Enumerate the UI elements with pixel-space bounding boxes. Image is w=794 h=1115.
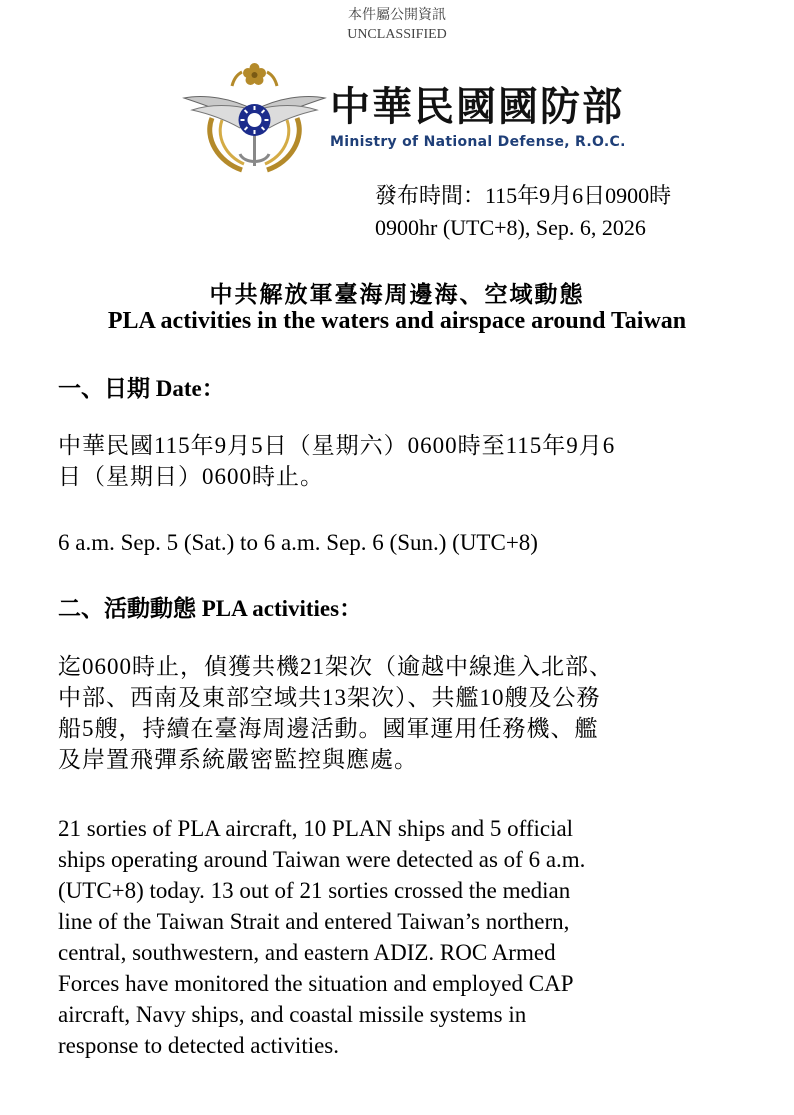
classification-en: UNCLASSIFIED bbox=[347, 27, 447, 42]
ministry-emblem-icon bbox=[182, 58, 327, 176]
date-paragraph-en: 6 a.m. Sep. 5 (Sat.) to 6 a.m. Sep. 6 (Sun.) (UTC+8) bbox=[58, 530, 538, 555]
paragraph-line: line of the Taiwan Strait and entered Taiwan’s northern, bbox=[58, 909, 570, 934]
classification-marking bbox=[0, 6, 794, 44]
paragraph-line: 中華民國115年9月5日（星期六）0600時至115年9月6 bbox=[58, 433, 616, 458]
paragraph-line: 船5艘，持續在臺海周邊活動。國軍運用任務機、艦 bbox=[58, 716, 599, 741]
section-heading-date: 一、日期 Date： bbox=[58, 376, 225, 401]
paragraph-line: 日（星期日）0600時止。 bbox=[58, 464, 324, 489]
paragraph-line: aircraft, Navy ships, and coastal missile systems in bbox=[58, 1002, 527, 1027]
activities-paragraph-en bbox=[58, 813, 758, 1061]
paragraph-line: central, southwestern, and eastern ADIZ. ROC Armed bbox=[58, 940, 556, 965]
paragraph-line: ships operating around Taiwan were detected as of 6 a.m. bbox=[58, 847, 586, 872]
classification-zh: 本件屬公開資訊 bbox=[348, 8, 446, 23]
paragraph-line: Forces have monitored the situation and employed CAP bbox=[58, 971, 574, 996]
paragraph-line: response to detected activities. bbox=[58, 1033, 340, 1058]
paragraph-line: 中部、西南及東部空域共13架次）、共艦10艘及公務 bbox=[58, 685, 601, 710]
activities-paragraph-zh bbox=[58, 651, 738, 775]
ministry-name-en: Ministry of National Defense, R.O.C. bbox=[330, 134, 626, 150]
release-time-en: 0900hr (UTC+8), Sep. 6, 2026 bbox=[375, 215, 646, 240]
document-title-zh: 中共解放軍臺海周邊海、空域動態 bbox=[209, 282, 585, 307]
section-heading-activities: 二、活動動態 PLA activities： bbox=[58, 596, 363, 621]
paragraph-line: 及岸置飛彈系統嚴密監控與應處。 bbox=[58, 747, 418, 772]
paragraph-line: (UTC+8) today. 13 out of 21 sorties crossed the median bbox=[58, 878, 571, 903]
ministry-name-zh: 中華民國國防部 bbox=[330, 84, 624, 130]
paragraph-line: 迄0600時止，偵獲共機21架次（逾越中線進入北部、 bbox=[58, 654, 613, 679]
date-paragraph-zh bbox=[58, 430, 738, 492]
release-time bbox=[375, 180, 671, 244]
document-title-en: PLA activities in the waters and airspace around Taiwan bbox=[107, 308, 687, 334]
paragraph-line: 21 sorties of PLA aircraft, 10 PLAN ships and 5 official bbox=[58, 816, 574, 841]
release-time-zh: 發布時間：115年9月6日0900時 bbox=[375, 183, 672, 208]
